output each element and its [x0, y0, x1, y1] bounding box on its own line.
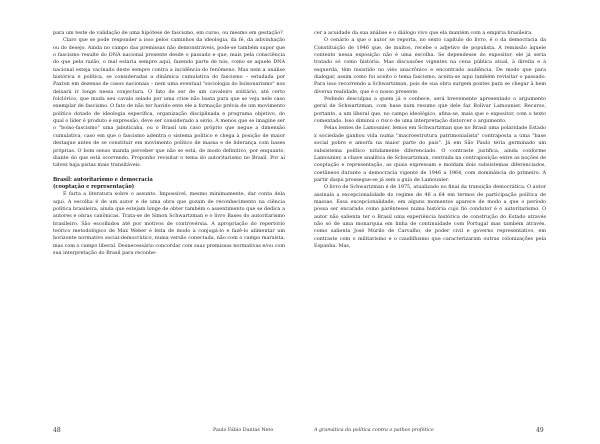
- right-paragraph-5: O livro de Schwartzman é de 1975, atualizado no final da transição democrática. O autor assinala a excepcionalidade do regime de 46 a 64 em termos de participação política de massas. Essa excepcionalidade, em alguns momentos aparece de modo a que o período possa ser encarado como parênteses numa história cujo fio condutor é o autoritarismo. O autor não salienta ter o Brasil uma experiência histórica de construção do Estado através não só de uma monarquia em linha de continuidade com Portugal mas também através, como salienta José Murilo de Carvalho, de poder civil e governo representativo, em contraste com o militarismo e o caudilhismo que caracterizaram outras colonizações pela Espanha. Mas,: [314, 184, 546, 249]
- left-text-column: [53, 30, 285, 257]
- left-page-number: 48: [53, 427, 61, 434]
- right-paragraph-2: O cenário a que o autor se reporta, no sexto capítulo do livro, é o da democracia da Constituição de 1946 que, de muitos, recebe o adjetivo de populista. A remissão àquele contexto nessa exposição não é uma escolha. Se dependesse do expositor, ele já seria tratado só como história. Mas discussões vigentes na cena pública atual, à direita e à esquerda, têm insistido no viés anacrônico e encontrado audiência. De modo que para dialogar, assim como foi aceito o tema fascismo, aceita-se aqui também revisitar o passado. Para isso recorrendo a Schwartzman, pois de sua obra surgem pontes para se chegar à bem diversa realidade, que é o nosso presente.: [314, 37, 546, 95]
- right-text-column: [314, 30, 546, 250]
- right-page: [300, 0, 600, 444]
- section-heading-line-2: (cooptação e representação): [53, 183, 135, 190]
- right-paragraph-4: Pelas lentes de Lamounier, lemos em Schwartzman que no Brasil uma polaridade Estado x sociedade ganhou vida numa "macroestrutura patrimonialista" contraposta a uma "base social pobre e amorfa na maior parte do país". Já em São Paulo teria germinado um subsistema político nitidamente diferenciado. O contraste justifica, ainda conforme Lamounier, a chave analítica de Schwartzman, centrada na contraposição entre as noções de cooptação e representação, as quais expressam e moldam dois subsistemas diferenciados, coetâneos durante a democracia vigente de 1946 a 1964, com dominância do primeiro. A partir daqui prossegue-se já sem a guia de Lamounier.: [314, 125, 546, 183]
- right-running-head: A gramática da política contra o pathos profético: [314, 428, 434, 433]
- right-paragraph-1: cer a acuidade da sua análise e o diálogo vivo que ela mantém com a empiria brasileira.: [314, 30, 533, 36]
- paragraph-spacer: [53, 170, 285, 177]
- right-paragraph-3: Pedindo desculpas a quem já o conhece, será brevemente apresentado o argumento geral de Schwartzman, com base num resumo que dele faz Bolívar Lamounier. Recurso, portanto, a um liberal que, no campo ideológico, afina-se, mais que o expositor, com o texto comentado. Isso diminui o risco de uma interpretação distorcer o argumento.: [314, 96, 546, 125]
- left-paragraph-2: Claro que se pode responder a isso pelos caminhos da ideologia, da fé, da adivinhação ou do desejo. Ainda no campo das premissas não demonstráveis, pode-se também supor que o fascismo resulte do DNA nacional presente desde o passado e que, mais pela consciência do que pela razão, o mal estaria sempre aqui, fazendo parte de nós, como se aquele DNA nacional esteja vacinado deste sempre contra a incidência do fenômeno. Mas nem a análise histórica e política, se consideradas a dinâmica cumulativa do fascismo – estudada por Paxton em dezenas de casos nacionais – nem uma eventual "sociologia do bolsonarismo" nos deixará ir longe nessa conjectura. O fato de ser de um cavaleiro solitário, até certo folclórico, que muda seu cavalo selado por uma crise não basta para que se veja nele caso exemplar de fascismo. O fato de não ter havido ente ele a formação prévia de um movimento político dotado de ideologia específica, organização disciplinada e programa objetivo, do qual o líder é produto e expressão, deve ser considerado a sério. A menos que se imagine ser o "bolso-fascismo" uma jabuticaba, ou o Brasil um caso próprio que negue a dimensão cumulativa, caso em que o fascismo adentra o sistema político e chega à posição de maior destaque antes de se constituir em movimento político de massa e de liderança com bases próprias. O bom senso manda perceber que não se está, de modo definitivo, por enquanto, diante do que está ocorrendo. Proponho revisitar o tema do autoritarismo no Brasil. Por aí talvez haja pistas mais transitáveis.: [53, 37, 285, 169]
- section-paragraph: É farta a literatura sobre o assunto. Impossível, mesmo minimamente, dar conta dela aqui. A escolha é de um autor e de uma obra que gozam de reconhecimento na ciência política brasileira, ainda que estejam longe de obter também o assentimento que se dedica a autores e obras canônicas. Trata-se de Simon Schwartzman e o livro Bases do autoritarismo brasileiro. São escolhidos até por motivos de controvérsia. A apropriação do repertório teórico metodológico de Max Weber é feita de modo a conjugá-lo e fazê-lo alimentar um horizonte normativo social-democrático, numa versão conectada, não com o campo marxista, mas com o campo liberal. Desnecessário concordar com suas premissas normativas e/ou com sua interpretação do Brasil para reconhe-: [53, 191, 285, 256]
- section-heading-line-1: Brasil: autoritarismo e democracia: [53, 176, 153, 183]
- left-running-head: Paulo Fábio Dantas Neto: [213, 428, 274, 433]
- section-heading: [53, 177, 285, 192]
- left-paragraph-1: para um teste de validação de uma hipótese de fascismo, em curso, ou mesmo em gestação?: [53, 30, 283, 36]
- right-page-number: 49: [536, 427, 544, 434]
